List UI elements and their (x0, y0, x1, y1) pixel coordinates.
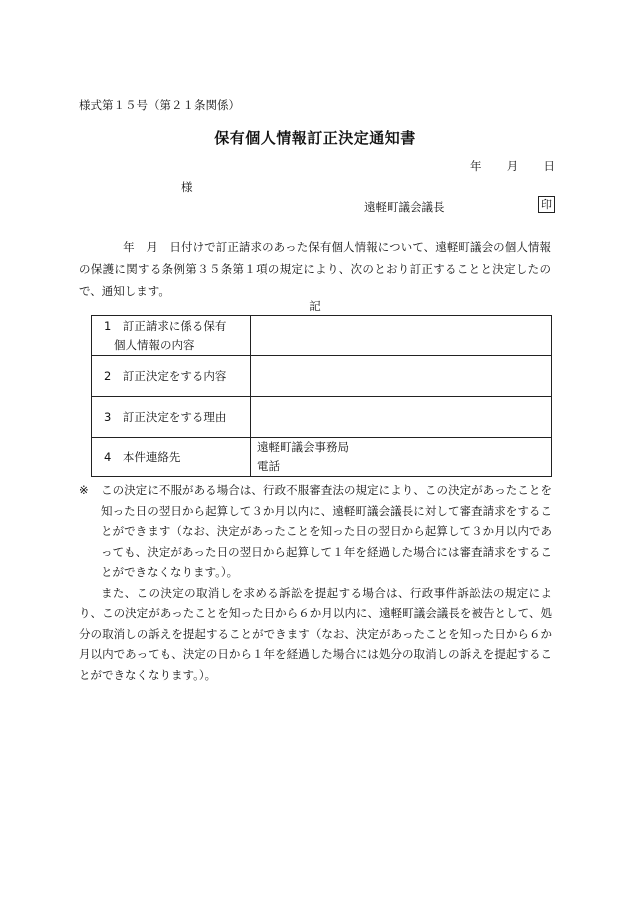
notes (79, 480, 552, 685)
ki-heading: 記 (309, 299, 321, 313)
row3-value (251, 397, 552, 438)
table-row (92, 397, 552, 438)
note-mark: ※ (79, 483, 89, 497)
row1-label-line2: 個人情報の内容 (114, 337, 195, 352)
table-row (92, 316, 552, 356)
note-2: また、この決定の取消しを求める訴訟を提起する場合は、行政事件訴訟法の規定により、この決定があったことを知った日から６か月以内に、遠軽町議会議長を被告として、処分の取消しの訴えを提起することができます（なお、決定があったことを知った日から６か月以内であっても、決定の日から１年を経過した場合には処分の取消しの訴えを提起することができなくなります。）。 (79, 585, 552, 682)
form-number: 様式第１５号（第２１条関係） (79, 98, 240, 112)
row3-label: 3 訂正決定をする理由 (92, 397, 251, 438)
row1-value (251, 316, 552, 356)
body-text: 年 月 日付けで訂正請求のあった保有個人情報について、遠軽町議会の個人情報の保護に関する条例第３５条第１項の規定により、次のとおり訂正することと決定したので、通知します。 (79, 240, 551, 298)
date-year: 年 (470, 159, 482, 173)
date-day: 日 (543, 159, 555, 173)
row2-value (251, 356, 552, 397)
detail-table (91, 315, 552, 477)
row4-value-line2: 電話 (257, 459, 280, 473)
table-row (92, 438, 552, 477)
page-title: 保有個人情報訂正決定通知書 (214, 129, 416, 147)
seal-mark: 印 (538, 196, 555, 213)
date-month: 月 (506, 159, 519, 173)
row4-value-line1: 遠軽町議会事務局 (257, 440, 349, 454)
row4-label: 4 本件連絡先 (92, 438, 251, 477)
row1-label-line1: 1 訂正請求に係る保有 (104, 318, 227, 333)
note-1 (79, 480, 552, 583)
row2-label: 2 訂正決定をする内容 (92, 356, 251, 397)
date-row (470, 158, 555, 174)
table-row (92, 356, 552, 397)
addressee: 様 (181, 180, 193, 194)
row1-label (92, 316, 251, 356)
row4-value (251, 438, 552, 477)
note-1-text: この決定に不服がある場合は、行政不服審査法の規定により、この決定があったことを知った日の翌日から起算して３か月以内に、遠軽町議会議長に対して審査請求をすることができます（なお、決定があったことを知った日の翌日から起算して３か月以内であっても、決定があった日の翌日から起算して１年を経過した場合には審査請求をすることができなくなります。）。 (101, 483, 552, 579)
sender: 遠軽町議会議長 (364, 200, 445, 214)
body-paragraph (79, 236, 551, 302)
